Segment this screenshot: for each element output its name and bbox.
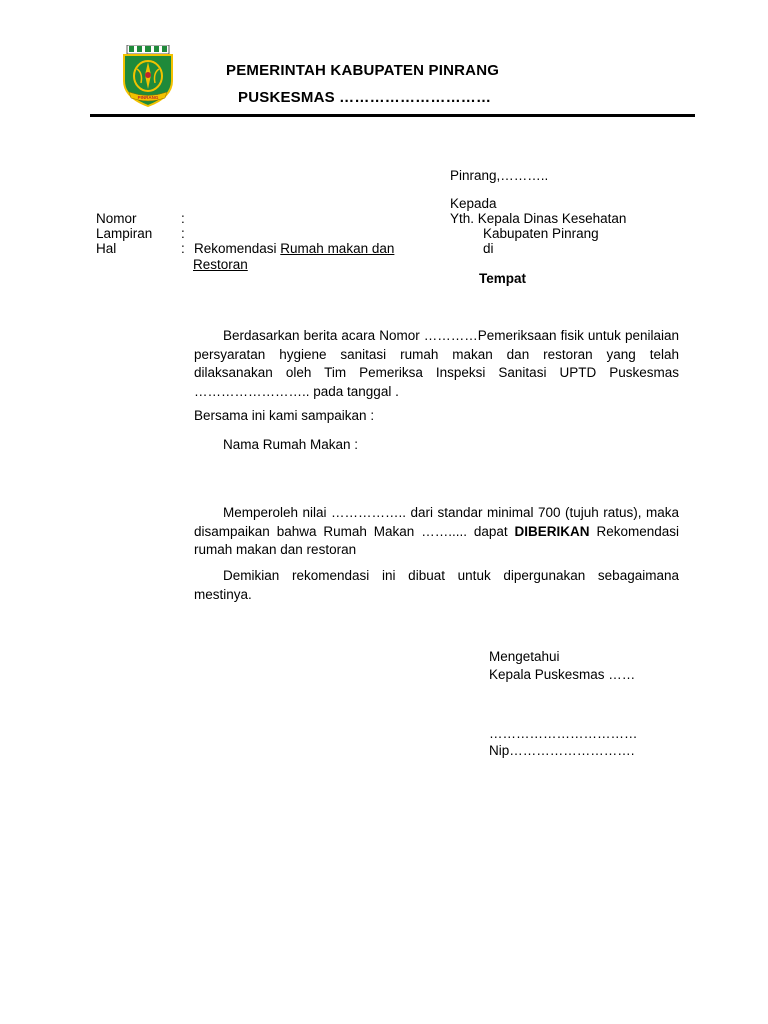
lampiran-label: Lampiran	[96, 226, 153, 241]
recipient-kabupaten: Kabupaten Pinrang	[483, 226, 599, 241]
paragraph-bersama: Bersama ini kami sampaikan :	[194, 408, 375, 423]
paragraph-memperoleh	[194, 504, 679, 560]
hal-value-line2: Restoran	[193, 257, 248, 272]
crest-icon	[121, 45, 175, 107]
header-divider	[90, 114, 695, 117]
hal-underlined: Rumah makan dan	[280, 241, 395, 256]
logo	[121, 45, 175, 107]
paragraph-1-text: Berdasarkan berita acara Nomor …………Pemeriksaan fisik untuk penilaian persyaratan hygiene sanitasi rumah makan dan restoran yang telah dilaksanakan oleh Tim Pemeriksa Inspeksi Sanitasi UPTD Puskesmas …………………….. pada tanggal .	[194, 328, 679, 399]
paragraph-4-text: Memperoleh nilai …………….. dari standar minimal 700 (tujuh ratus), maka disampaikan bahwa Rumah Makan ……..... dapat	[194, 505, 679, 539]
hal-value	[194, 241, 394, 257]
letterhead-title: PEMERINTAH KABUPATEN PINRANG	[226, 62, 500, 79]
paragraph-berita-acara	[194, 327, 679, 401]
recipient-kepada: Kepada	[450, 196, 497, 211]
hal-colon: :	[181, 241, 185, 256]
signature-nip: Nip……………………….	[489, 743, 635, 758]
lampiran-colon: :	[181, 226, 185, 241]
paragraph-demikian	[194, 567, 679, 604]
hal-label: Hal	[96, 241, 117, 256]
signature-title: Kepala Puskesmas ……	[489, 667, 636, 682]
paragraph-4-tail: Rekomendasi rumah makan dan restoran	[194, 523, 680, 557]
hal-prefix: Rekomendasi	[194, 241, 281, 256]
svg-text:PINRANG: PINRANG	[137, 95, 159, 100]
recipient-yth: Yth. Kepala Dinas Kesehatan	[450, 211, 627, 226]
signature-mengetahui: Mengetahui	[489, 649, 560, 664]
paragraph-5-text: Demikian rekomendasi ini dibuat untuk dipergunakan sebagaimana mestinya.	[194, 568, 679, 602]
date-line: Pinrang,………..	[450, 168, 549, 183]
recipient-tempat: Tempat	[479, 271, 527, 286]
recipient-di: di	[483, 241, 494, 256]
paragraph-nama-rumah-makan: Nama Rumah Makan :	[223, 437, 359, 452]
nomor-label: Nomor	[96, 211, 137, 226]
diberikan-bold: DIBERIKAN	[514, 523, 590, 539]
nomor-colon: :	[181, 211, 185, 226]
letterhead-subtitle: PUSKESMAS …………………………	[238, 89, 492, 106]
signature-name-line: ……………………………	[489, 726, 638, 741]
